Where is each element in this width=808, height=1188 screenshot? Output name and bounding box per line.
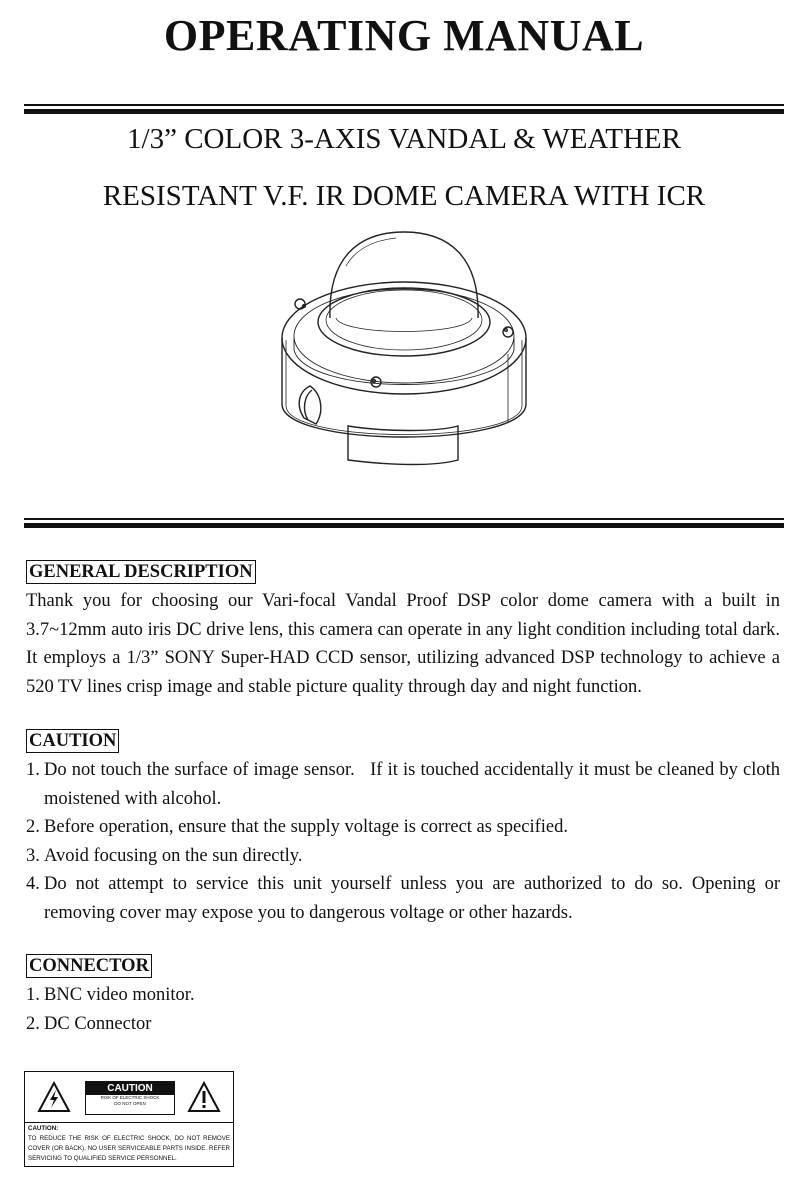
item-text: Do not touch the surface of image sensor. If it is touched accidentally it must be cleaned by cloth moistened with alcohol. — [44, 760, 780, 809]
top-divider — [24, 104, 784, 114]
product-title-line-1: 1/3” COLOR 3-AXIS VANDAL & WEATHER — [127, 123, 681, 155]
item-number: 2. — [26, 1013, 40, 1034]
caution-list — [26, 756, 780, 927]
exclamation-triangle-icon — [187, 1081, 221, 1113]
warning-caption — [28, 1124, 230, 1164]
item-text: BNC video monitor. — [44, 985, 195, 1005]
caution-badge — [85, 1081, 175, 1115]
connector-list — [26, 981, 780, 1038]
general-description-text: Thank you for choosing our Vari-focal Vandal Proof DSP color dome camera with a built in 3.7~12mm auto iris DC drive lens, this camera can operate in any light condition including total dark. It employs a 1/3” SONY Super-HAD CCD sensor, utilizing advanced DSP technology to achieve a 520 TV lines crisp image and stable picture quality through day and night function. — [26, 591, 780, 697]
item-text: DC Connector — [44, 1013, 152, 1034]
item-text: Before operation, ensure that the supply voltage is correct as specified. — [44, 817, 568, 837]
section-heading-general: GENERAL DESCRIPTION — [26, 560, 256, 584]
warning-caption-text: TO REDUCE THE RISK OF ELECTRIC SHOCK, DO NOT REMOVE COVER (OR BACK), NO USER SERVICEABLE PARTS INSIDE. REFER SERVICING TO QUALIFIED SERVICE PERSONNEL. — [28, 1135, 230, 1162]
dome-camera-illustration — [276, 226, 532, 474]
page-title: OPERATING MANUAL — [163, 11, 645, 60]
item-text: Do not attempt to service this unit yourself unless you are authorized to do so. Opening or removing cover may expose you to dangerous voltage or other hazards. — [44, 874, 780, 923]
caution-badge-line-2: DO NOT OPEN — [114, 1101, 146, 1106]
section-heading-caution: CAUTION — [26, 729, 119, 753]
warning-caption-label: CAUTION: — [28, 1125, 59, 1132]
connector-section — [26, 952, 780, 1038]
item-number: 2. — [26, 817, 40, 837]
electric-shock-warning-label — [24, 1071, 234, 1167]
item-number: 1. — [26, 985, 40, 1005]
item-text: Avoid focusing on the sun directly. — [44, 845, 303, 866]
lightning-triangle-icon — [37, 1081, 71, 1113]
bottom-divider — [24, 518, 784, 528]
caution-badge-line-1: RISK OF ELECTRIC SHOCK — [100, 1095, 160, 1100]
list-item — [26, 870, 780, 927]
section-heading-connector: CONNECTOR — [26, 954, 152, 978]
item-number: 3. — [26, 845, 40, 866]
list-item — [26, 1010, 780, 1039]
caution-section — [26, 727, 780, 927]
list-item — [26, 981, 780, 1010]
list-item — [26, 813, 780, 842]
list-item — [26, 756, 780, 813]
list-item — [26, 842, 780, 871]
general-description-section — [26, 558, 780, 701]
item-number: 1. — [26, 760, 40, 780]
product-title-line-2: RESISTANT V.F. IR DOME CAMERA WITH ICR — [102, 180, 706, 212]
item-number: 4. — [26, 874, 40, 894]
caution-badge-title: CAUTION — [86, 1082, 174, 1095]
